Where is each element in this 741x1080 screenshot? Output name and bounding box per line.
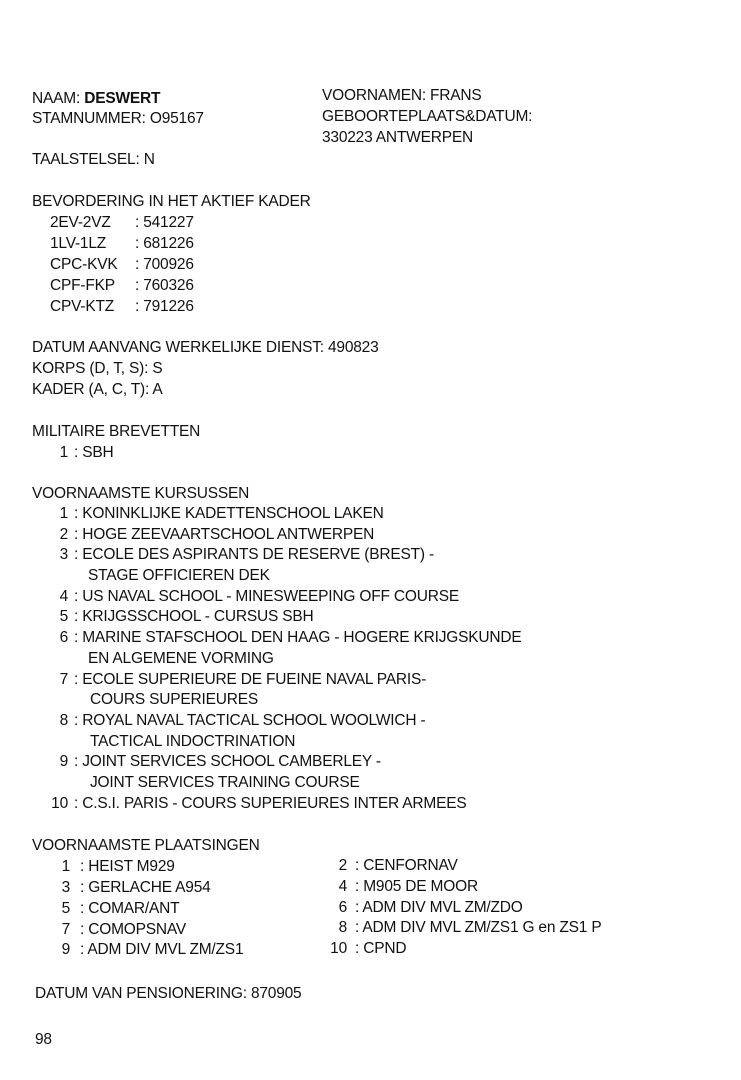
- naam-label: NAAM:: [32, 90, 81, 107]
- brevet-text: : SBH: [74, 444, 114, 461]
- plaatsing-number: 6: [338, 899, 347, 916]
- kursus-line: : KONINKLIJKE KADETTENSCHOOL LAKEN: [74, 505, 384, 522]
- kursus-line: : ECOLE SUPERIEURE DE FUEINE NAVAL PARIS-: [74, 671, 427, 688]
- plaatsing-number: 1: [61, 858, 70, 875]
- bevordering-rank: 2EV-2VZ: [50, 214, 111, 231]
- kursus-number: 10: [51, 795, 68, 812]
- kursus-line-continued: STAGE OFFICIEREN DEK: [88, 567, 270, 584]
- kursus-number: 2: [59, 526, 68, 543]
- plaatsing-text: : CPND: [355, 940, 407, 957]
- kursus-line: : JOINT SERVICES SCHOOL CAMBERLEY -: [74, 753, 381, 770]
- kursus-line-continued: JOINT SERVICES TRAINING COURSE: [90, 774, 360, 791]
- bevordering-rank: CPF-FKP: [50, 277, 115, 294]
- voornamen: VOORNAMEN: FRANS: [322, 87, 482, 104]
- plaatsing-text: : ADM DIV MVL ZM/ZS1: [80, 941, 244, 958]
- kursus-line-continued: EN ALGEMENE VORMING: [88, 650, 274, 667]
- kursus-number: 9: [59, 753, 68, 770]
- plaatsing-text: : ADM DIV MVL ZM/ZS1 G en ZS1 P: [355, 919, 602, 936]
- kursus-line: : MARINE STAFSCHOOL DEN HAAG - HOGERE KRIJGSKUNDE: [74, 629, 522, 646]
- plaatsing-text: : COMOPSNAV: [80, 921, 187, 938]
- naam-value: DESWERT: [84, 90, 161, 107]
- bevordering-rank: CPC-KVK: [50, 256, 118, 273]
- aanvang-dienst: DATUM AANVANG WERKELIJKE DIENST: 490823: [32, 339, 379, 356]
- kursus-line-continued: TACTICAL INDOCTRINATION: [90, 733, 296, 750]
- korps: KORPS (D, T, S): S: [32, 360, 163, 377]
- kursus-number: 6: [59, 629, 68, 646]
- bevordering-date: : 760326: [135, 277, 194, 294]
- plaatsing-number: 3: [61, 879, 70, 896]
- kursus-number: 7: [59, 671, 68, 688]
- plaatsing-number: 5: [61, 900, 70, 917]
- kursus-number: 3: [59, 546, 68, 563]
- plaatsingen-heading: VOORNAAMSTE PLAATSINGEN: [32, 837, 260, 854]
- pensionering: DATUM VAN PENSIONERING: 870905: [35, 985, 302, 1002]
- plaatsing-text: : COMAR/ANT: [80, 900, 180, 917]
- kursus-line: : C.S.I. PARIS - COURS SUPERIEURES INTER ARMEES: [74, 795, 467, 812]
- geboorte-label: GEBOORTEPLAATS&DATUM:: [322, 108, 533, 125]
- kursus-number: 4: [59, 588, 68, 605]
- kursus-line: : ECOLE DES ASPIRANTS DE RESERVE (BREST) -: [74, 546, 434, 563]
- kursus-line: : US NAVAL SCHOOL - MINESWEEPING OFF COURSE: [74, 588, 459, 605]
- bevordering-rank: CPV-KTZ: [50, 298, 115, 315]
- plaatsing-number: 10: [330, 940, 347, 957]
- kursus-number: 5: [59, 608, 68, 625]
- page-number: 98: [35, 1031, 52, 1048]
- kursussen-heading: VOORNAAMSTE KURSUSSEN: [32, 485, 250, 502]
- bevordering-rank: 1LV-1LZ: [50, 235, 107, 252]
- kursus-line: : HOGE ZEEVAARTSCHOOL ANTWERPEN: [74, 526, 375, 543]
- kursus-number: 8: [59, 712, 68, 729]
- plaatsing-text: : HEIST M929: [80, 858, 175, 875]
- kursus-number: 1: [59, 505, 68, 522]
- plaatsing-number: 9: [61, 941, 70, 958]
- bevordering-date: : 700926: [135, 256, 194, 273]
- brevet-number: 1: [59, 444, 68, 461]
- kader: KADER (A, C, T): A: [32, 381, 163, 398]
- kursus-line: : ROYAL NAVAL TACTICAL SCHOOL WOOLWICH -: [74, 712, 426, 729]
- plaatsing-number: 2: [338, 857, 347, 874]
- taalstelsel: TAALSTELSEL: N: [32, 151, 155, 168]
- geboorte-value: 330223 ANTWERPEN: [322, 129, 474, 146]
- stamnummer: STAMNUMMER: O95167: [32, 110, 204, 127]
- kursus-line: : KRIJGSSCHOOL - CURSUS SBH: [74, 608, 314, 625]
- plaatsing-text: : M905 DE MOOR: [355, 878, 478, 895]
- bevordering-date: : 791226: [135, 298, 194, 315]
- kursus-line-continued: COURS SUPERIEURES: [90, 691, 258, 708]
- bevordering-date: : 681226: [135, 235, 194, 252]
- plaatsing-text: : ADM DIV MVL ZM/ZDO: [355, 899, 523, 916]
- naam-line: [32, 89, 160, 109]
- plaatsing-number: 7: [61, 921, 70, 938]
- bevordering-heading: BEVORDERING IN HET AKTIEF KADER: [32, 193, 311, 210]
- plaatsing-text: : GERLACHE A954: [80, 879, 211, 896]
- brevetten-heading: MILITAIRE BREVETTEN: [32, 423, 201, 440]
- bevordering-date: : 541227: [135, 214, 194, 231]
- plaatsing-number: 8: [338, 919, 347, 936]
- plaatsing-text: : CENFORNAV: [355, 857, 458, 874]
- plaatsing-number: 4: [338, 878, 347, 895]
